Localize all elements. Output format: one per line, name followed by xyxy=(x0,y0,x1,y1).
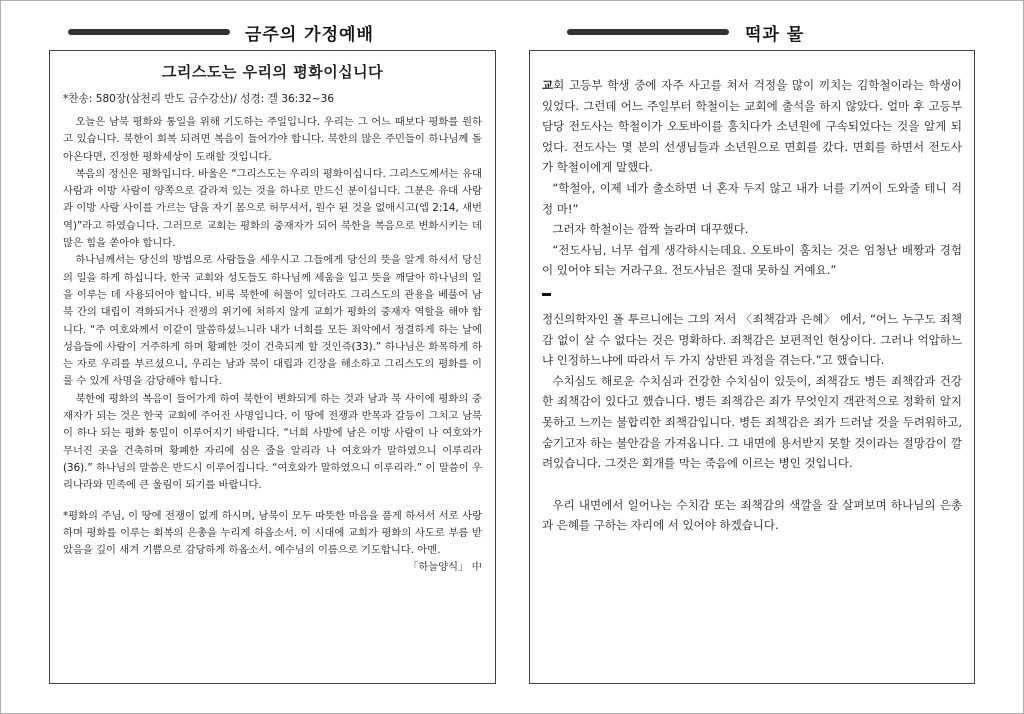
right-header-bar xyxy=(567,29,729,35)
hymn-scripture-line: *찬송: 580장(삼천리 반도 금수강산)/ 성경: 겔 36:32~36 xyxy=(63,93,335,105)
left-header-bar xyxy=(68,29,230,35)
essay-paragraph: 정신의학자인 폴 투르니에는 그의 저서 〈죄책감과 은혜〉 에서, “어느 누구도 죄책감 없이 살 수 없다는 것은 명확하다. 죄책감은 보편적인 현상이다. 그러나 억압하느냐 인정하느냐에 따라서 두 가지 상반된 과정을 겪는다.”고 했습니다. xyxy=(542,311,962,368)
family-worship-box xyxy=(49,50,496,684)
closing-paragraph: 우리 내면에서 일어나는 수치감 또는 죄책감의 색깔을 잘 살펴보며 하나님의 은총과 은혜를 구하는 자리에 서 있어야 하겠습니다. xyxy=(542,497,962,533)
article-paragraph: 하나님께서는 당신의 방법으로 사람들을 세우시고 그들에게 당신의 뜻을 알게 하셔서 당신의 일을 하게 하십니다. 한국 교회와 성도들도 하나님께 세움을 입고 뜻을 깨달아 하나님의 일을 이루는 데 사용되어야 합니다. 비록 북한에 허물이 있더라도 그리스도의 관용을 베풀어 남북 간의 대립이 격화되거나 전쟁의 위기에 처하지 않게 교회가 평화의 중재자 역할을 해야 합니다. “주 여호와께서 이같이 말씀하셨느니라 내가 너희를 모든 죄악에서 정결하게 하는 날에 성읍들에 사람이 거주하게 하며 황폐한 것이 건축되게 할 것인즉(33).” 하나님은 화목하게 하는 자로 우리를 부르셨으니, 우리는 남과 북이 대립과 긴장을 해소하고 그리스도의 평화를 이룰 수 있게 사명을 감당해야 합니다. xyxy=(63,254,482,388)
story-quote: “전도사님, 너무 쉽게 생각하시는데요. 오토바이 훔치는 것은 엄청난 배짱과 경험이 있어야 되는 거라구요. 전도사님은 절대 못하실 거예요.” xyxy=(542,242,962,278)
prayer-paragraph xyxy=(63,508,482,574)
article-paragraph: 복음의 정신은 평화입니다. 바울은 “그리스도는 우리의 평화이십니다. 그리스도께서는 유대 사람과 이방 사람이 양쪽으로 갈라져 있는 것을 하나로 만드신 분이십니다. 그분은 유대 사람과 이방 사람 사이를 가르는 담을 자기 몸으로 허무셔서, 원수 된 것을 없애시고(엡 2:14, 새번역)”라고 하였습니다. 그러므로 교회는 평화의 중재자가 되어 북한을 복음으로 변화시키는 데 많은 힘을 쏟아야 합니다. xyxy=(63,167,482,250)
story-paragraph: 교회 고등부 학생 중에 자주 사고를 쳐서 걱정을 많이 끼치는 김학철이라는 학생이 있었다. 그런데 어느 주일부터 학철이는 교회에 출석을 하지 않았다. 얼마 후 고등부 담당 전도사는 학철이가 오토바이를 훔치다가 소년원에 구속되었다는 것을 알게 되었다. 전도사는 몇 분의 선생님들과 소년원으로 면회를 갔다. 면회를 하면서 전도사가 학철이에게 말했다. xyxy=(542,78,962,175)
story-paragraph: 그러자 학철이는 깜짝 놀라며 대꾸했다. xyxy=(552,222,749,237)
article-paragraph: 오늘은 남북 평화와 통일을 위해 기도하는 주일입니다. 우리는 그 어느 때보다 평화를 원하고 있습니다. 북한이 회복 되려면 복음이 들어가야 합니다. 북한의 많은 주민들이 하나님께 돌아온다면, 진정한 평화세상이 도래할 것입니다. xyxy=(63,116,482,163)
prayer-text: *평화의 주님, 이 땅에 전쟁이 없게 하시며, 남북이 모두 따뜻한 마음을 품게 하셔서 서로 사랑하며 평화를 이루는 회복의 은총을 누리게 하옵소서. 이 시대에 교회가 평화의 사도로 부름 받았음을 깊이 새겨 기쁨으로 감당하게 하옵소서. 예수님의 이름으로 기도합니다. 아멘. xyxy=(63,509,482,557)
article-title: 그리스도는 우리의 평화이십니다 xyxy=(161,63,384,81)
article-paragraph: 북한에 평화의 복음이 들어가게 하여 북한이 변화되게 하는 것과 남과 북 사이에 평화의 중재자가 되는 것은 한국 교회에 주어진 사명입니다. 이 땅에 전쟁과 반목과 갈등이 그치고 남북이 하나 되는 평화 통일이 이루어지기 바랍니다. “너희 사방에 남은 이방 사람이 나 여호와가 무너진 곳을 건축하며 황폐한 자리에 심은 줄을 알리라 나 여호와가 말하였으니 이루리라(36).” 하나님의 말씀은 반드시 이루어집니다. “여호와가 말하였으니 이루리라.” 이 말씀이 우리나라와 민족에 큰 울림이 되기를 바랍니다. xyxy=(63,392,482,492)
story-quote: “학철아, 이제 네가 출소하면 너 혼자 두지 않고 내가 너를 기꺼이 도와줄 테니 걱정 마!” xyxy=(542,180,962,216)
left-header-title: 금주의 가정예배 xyxy=(245,25,374,45)
section-divider-mark xyxy=(542,293,551,296)
bread-and-water-box xyxy=(529,50,975,684)
right-header-title: 떡과 물 xyxy=(745,25,805,45)
source-credit: 「하늘양식」 中 xyxy=(408,561,482,574)
essay-paragraph: 수치심도 해로운 수치심과 건강한 수치심이 있듯이, 죄책감도 병든 죄책감과 건강한 죄책감이 있다고 했습니다. 병든 죄책감은 죄가 무엇인지 객관적으로 정확히 알지 못하고 느끼는 불합리한 죄책감입니다. 병든 죄책감은 죄가 드러날 것을 두려워하고, 숨기고자 하는 불안감을 가져옵니다. 그 내면에 용서받지 못할 것이라는 절망감이 깔려있습니다. 그것은 회개를 막는 죽음에 이르는 병인 것입니다. xyxy=(542,373,962,471)
